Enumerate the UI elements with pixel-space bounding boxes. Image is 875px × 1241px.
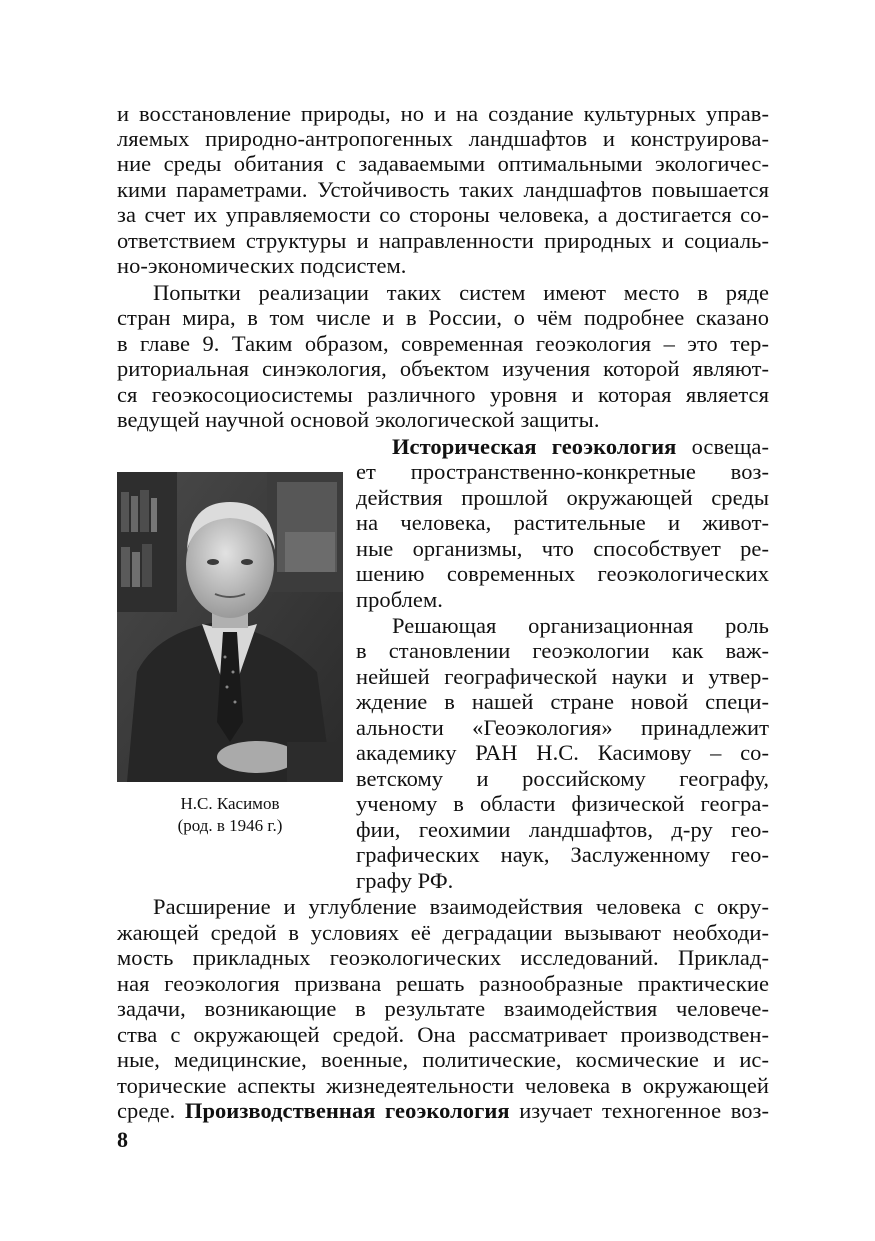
text-line: нейшей географической науки и утвер- [356,664,769,689]
text-line: ная геоэкология призвана решать разнообразные практические [117,971,769,996]
text-line: действия прошлой окружающей среды [356,485,769,510]
text-line: мость прикладных геоэкологических исследований. Приклад- [117,945,769,970]
text-line: ведущей научной основой экологической защиты. [117,407,600,432]
portrait-photo [117,472,343,782]
text-line: Решающая организационная роль [392,613,769,638]
text-line: стран мира, в том числе и в России, о чём подробнее сказано [117,305,769,330]
text-line: ждение в нашей стране новой специ- [356,689,769,714]
bold-term: Историческая геоэкология [392,434,677,459]
text-fragment: освеща- [676,434,770,459]
text-line: ства с окружающей средой. Она рассматривает производствен- [117,1022,769,1047]
text-line: задачи, возникающие в результате взаимодействия человече- [117,996,769,1021]
text-line: ные, медицинские, военные, политические, космические и ис- [117,1047,769,1072]
document-page [117,0,769,1241]
text-line: в становлении геоэкологии как важ- [356,638,769,663]
text-line: за счет их управляемости со стороны человека, а достигается со- [117,202,769,227]
text-line [117,1098,769,1124]
text-line: ся геоэкосоциосистемы различного уровня и которая является [117,382,769,407]
text-line: и восстановление природы, но и на создание культурных управ- [117,101,769,126]
text-line: Расширение и углубление взаимодействия человека с окру- [153,894,769,919]
text-fragment: среде. [117,1098,185,1123]
text-line: графу РФ. [356,868,454,893]
text-line: шению современных геоэкологических [356,561,769,586]
text-line: альности «Геоэкология» принадлежит [356,715,769,740]
text-line: но-экономических подсистем. [117,253,407,278]
text-line: ние среды обитания с задаваемыми оптимальными экологичес- [117,151,769,176]
text-line: ветскому и российскому географу, [356,766,769,791]
text-line: на человека, растительные и живот- [356,510,769,535]
text-line: проблем. [356,587,443,612]
text-line: торические аспекты жизнедеятельности человека в окружающей [117,1073,769,1098]
text-line: в главе 9. Таким образом, современная геоэкология – это тер- [117,331,769,356]
text-line: риториальная синэкология, объектом изучения которой являют- [117,356,769,381]
page-number: 8 [117,1127,128,1152]
figure-caption-name: Н.С. Касимов [180,794,280,813]
text-line: ные организмы, что способствует ре- [356,536,769,561]
text-line [356,434,769,460]
text-line: кими параметрами. Устойчивость таких ландшафтов повышается [117,177,769,202]
text-line: ответствием структуры и направленности природных и социаль- [117,228,769,253]
figure-caption-years: (род. в 1946 г.) [177,816,283,835]
text-line: ет пространственно-конкретные воз- [356,459,769,484]
text-line: графических наук, Заслуженному гео- [356,842,769,867]
text-line: фии, геохимии ландшафтов, д-ру гео- [356,817,769,842]
text-fragment: изучает техногенное воз- [509,1098,770,1123]
text-line: жающей средой в условиях её деградации вызывают необходи- [117,920,769,945]
bold-term: Производственная геоэкология [184,1098,510,1123]
text-line: ученому в области физической геогра- [356,791,769,816]
text-line: ляемых природно-антропогенных ландшафтов и конструирова- [117,126,769,151]
text-line: академику РАН Н.С. Касимову – со- [356,740,769,765]
text-line: Попытки реализации таких систем имеют место в ряде [153,280,769,305]
